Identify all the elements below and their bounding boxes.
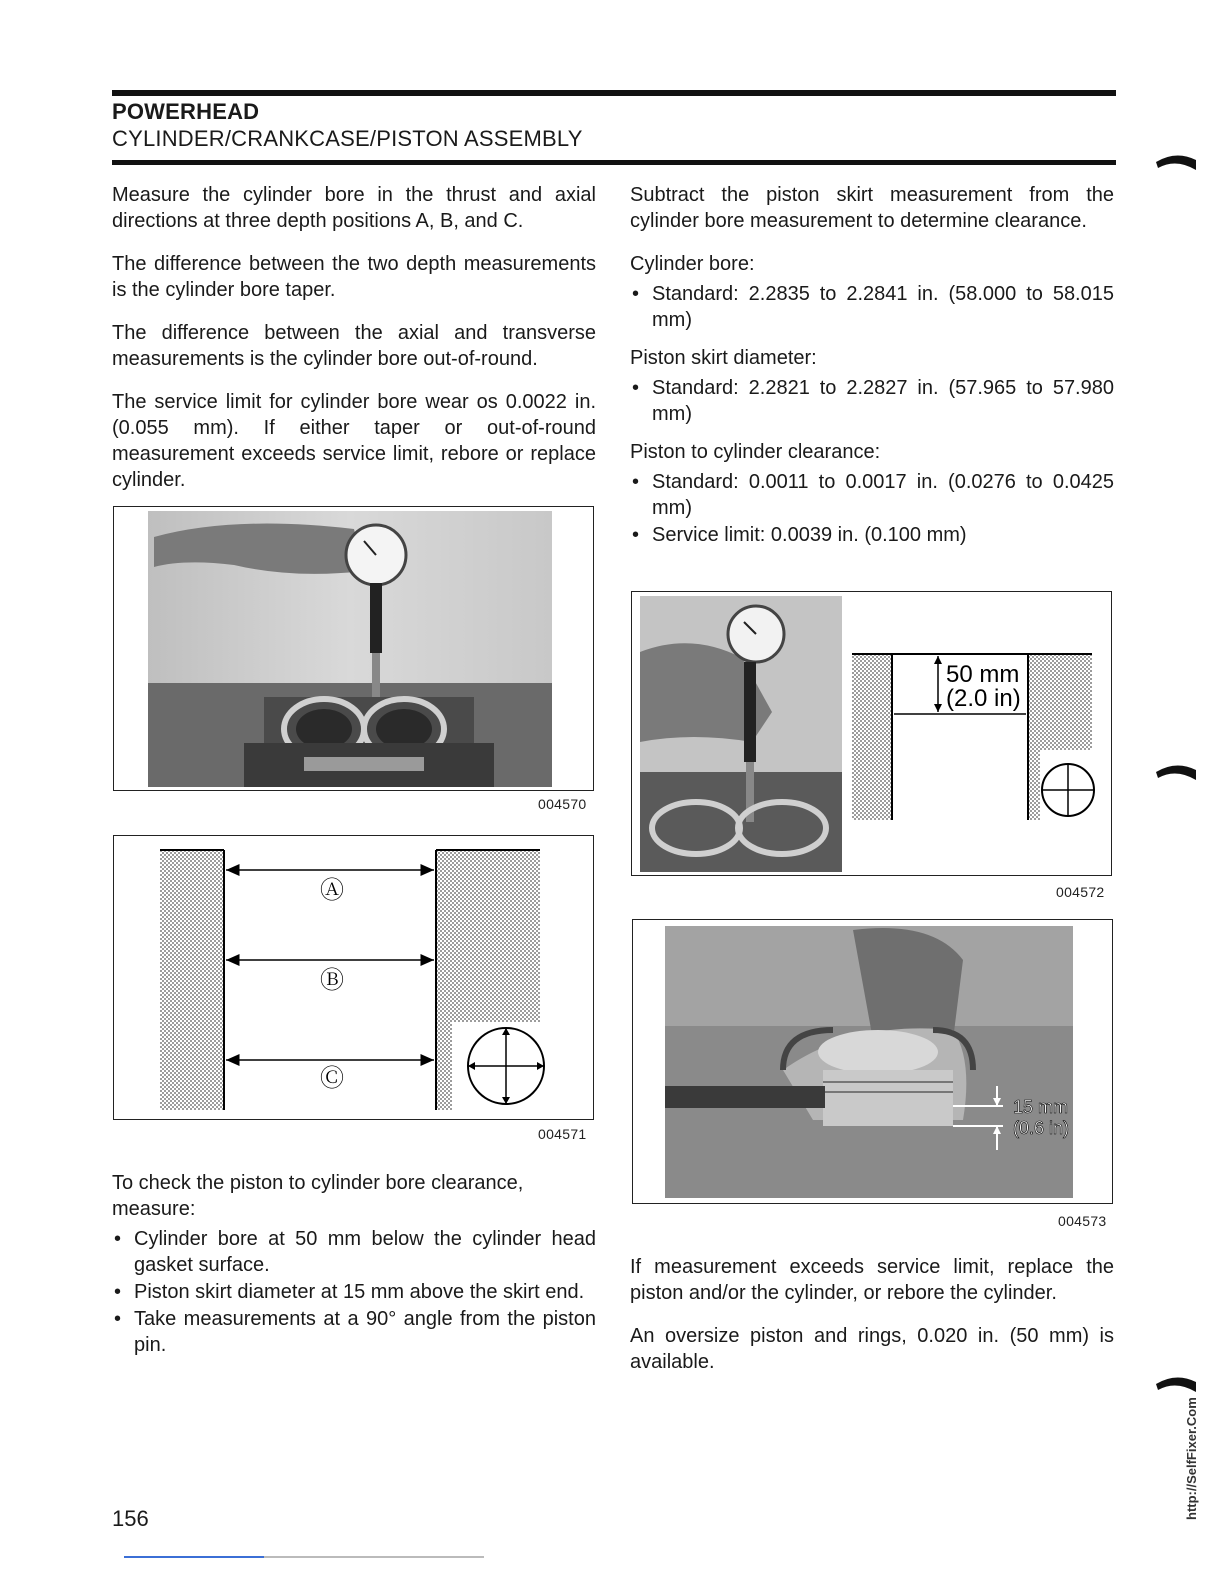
list-item: • Service limit: 0.0039 in. (0.100 mm): [630, 522, 1114, 548]
figure-caption: 004573: [1058, 1213, 1107, 1229]
skirt-label-in: (0.6 in): [1013, 1118, 1070, 1138]
bore-depth-illustration: [632, 592, 1111, 875]
header-rule-top: [112, 90, 1116, 96]
measurement-positions-diagram: [114, 836, 593, 1119]
marker-a: Ⓐ: [320, 877, 344, 904]
bottom-edge-line: [124, 1556, 264, 1558]
depth-label-mm: 50 mm: [946, 661, 1020, 688]
figure-caption: 004572: [1056, 884, 1105, 900]
paragraph: To check the piston to cylinder bore clearance, measure:: [112, 1172, 524, 1220]
figure-bore-depth: [631, 591, 1112, 876]
piston-skirt-illustration: [633, 920, 1112, 1203]
figure-bore-gauge-photo: [113, 506, 594, 791]
binding-mark: [1156, 760, 1196, 780]
marker-b: Ⓑ: [320, 967, 344, 994]
crosshair-icon: [468, 1028, 544, 1104]
binding-mark: [1156, 1372, 1196, 1392]
check-list: [112, 1226, 596, 1358]
figure-caption: 004571: [538, 1126, 587, 1142]
marker-c: Ⓒ: [320, 1065, 344, 1092]
page-number: 156: [112, 1506, 149, 1531]
right-column-bottom: [630, 1254, 1114, 1392]
list-item: • Take measurements at a 90° angle from the piston pin.: [112, 1306, 596, 1358]
paragraph: Subtract the piston skirt measurement from the cylinder bore measurement to determine clearance.: [630, 184, 1114, 232]
paragraph: If measurement exceeds service limit, replace the piston and/or the cylinder, or rebore the cylinder.: [630, 1256, 1114, 1304]
spec-label: Piston skirt diameter:: [630, 347, 817, 369]
list-item: • Standard: 2.2835 to 2.2841 in. (58.000 to 58.015 mm): [630, 281, 1114, 333]
paragraph: The difference between the axial and transverse measurements is the cylinder bore out-of-round.: [112, 322, 596, 370]
right-column-top: [630, 182, 1114, 560]
section-title: POWERHEAD: [112, 99, 260, 124]
spec-list: [630, 281, 1114, 333]
binding-mark: [1156, 150, 1196, 170]
list-item: • Cylinder bore at 50 mm below the cylinder head gasket surface.: [112, 1226, 596, 1278]
figure-measurement-positions: [113, 835, 594, 1120]
watermark-link[interactable]: http://SelfFixer.Com: [1184, 1397, 1199, 1520]
spec-list: [630, 469, 1114, 548]
list-item: • Standard: 2.2821 to 2.2827 in. (57.965 to 57.980 mm): [630, 375, 1114, 427]
bottom-edge-line: [264, 1556, 484, 1558]
spec-list: [630, 375, 1114, 427]
header-rule-bottom: [112, 160, 1116, 165]
paragraph: An oversize piston and rings, 0.020 in. (50 mm) is available.: [630, 1325, 1114, 1373]
figure-caption: 004570: [538, 796, 587, 812]
depth-label-in: (2.0 in): [946, 685, 1021, 712]
list-item: • Standard: 0.0011 to 0.0017 in. (0.0276 to 0.0425 mm): [630, 469, 1114, 521]
paragraph: The service limit for cylinder bore wear os 0.0022 in. (0.055 mm). If either taper or out-of-round measurement exceeds service limit, rebore or replace cylinder.: [112, 391, 596, 491]
spec-label: Cylinder bore:: [630, 253, 755, 275]
left-column-bottom: [112, 1170, 596, 1370]
spec-label: Piston to cylinder clearance:: [630, 441, 881, 463]
left-column-top: [112, 182, 596, 510]
page-subtitle: CYLINDER/CRANKCASE/PISTON ASSEMBLY: [112, 126, 583, 151]
figure-piston-skirt: [632, 919, 1113, 1204]
paragraph: The difference between the two depth measurements is the cylinder bore taper.: [112, 253, 596, 301]
crosshair-icon: [1042, 764, 1094, 816]
skirt-label-mm: 15 mm: [1013, 1097, 1069, 1117]
bore-gauge-photo-illustration: [114, 507, 593, 790]
paragraph: Measure the cylinder bore in the thrust and axial directions at three depth positions A, B, and C.: [112, 184, 596, 232]
list-item: • Piston skirt diameter at 15 mm above the skirt end.: [112, 1279, 596, 1305]
